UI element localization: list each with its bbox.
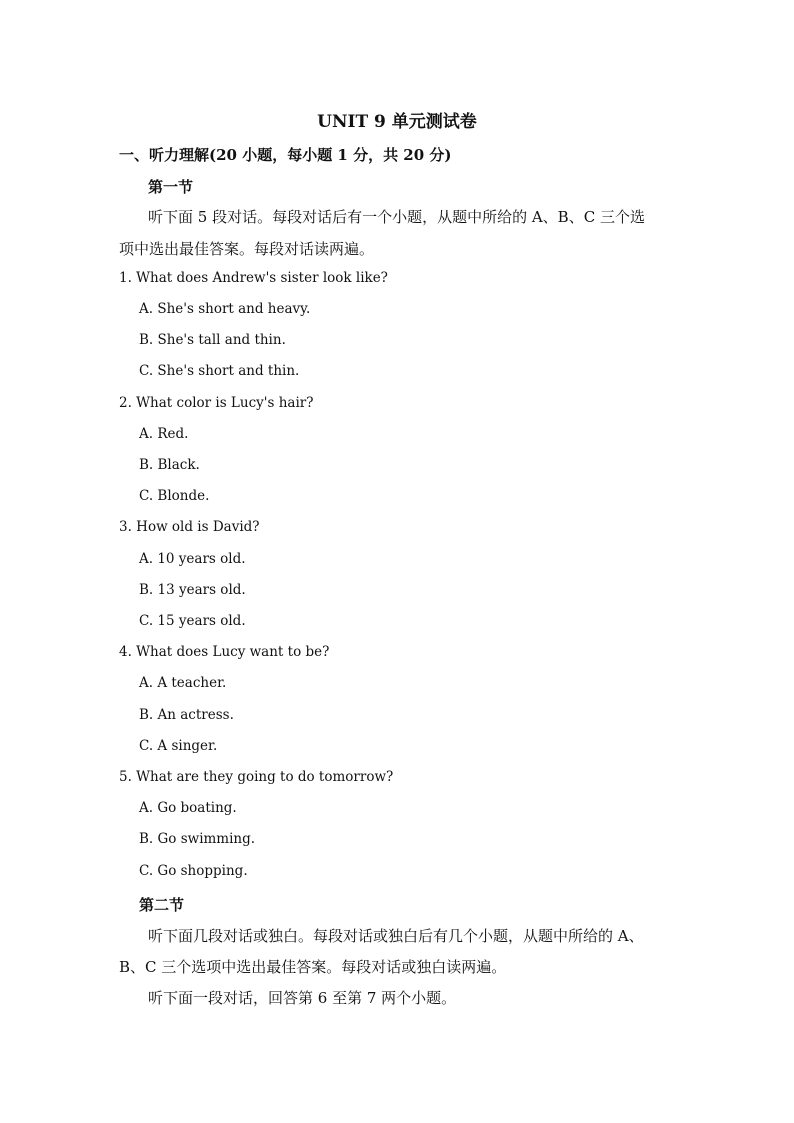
option-a: A. 10 years old. — [139, 551, 246, 567]
question-stem: 5. What are they going to do tomorrow? — [119, 769, 394, 785]
option-c: C. 15 years old. — [139, 613, 246, 629]
option-b: B. Go swimming. — [139, 831, 256, 847]
option-c: C. Go shopping. — [139, 863, 248, 879]
question-stem: 2. What color is Lucy's hair? — [119, 395, 314, 411]
option-a: A. She's short and heavy. — [139, 301, 311, 317]
section-heading: 一、听力理解(20 小题，每小题 1 分，共 20 分) — [119, 146, 452, 164]
option-b: B. Black. — [139, 457, 200, 473]
option-c: C. She's short and thin. — [139, 363, 300, 379]
option-a: A. A teacher. — [139, 675, 227, 691]
option-b: B. 13 years old. — [139, 582, 246, 598]
part2-instructions-line2: B、C 三个选项中选出最佳答案。每段对话或独白读两遍。 — [119, 958, 507, 976]
option-b: B. She's tall and thin. — [139, 332, 286, 348]
part1-instructions-line2: 项中选出最佳答案。每段对话读两遍。 — [119, 240, 375, 258]
option-b: B. An actress. — [139, 707, 234, 723]
question-stem: 1. What does Andrew's sister look like? — [119, 270, 388, 286]
option-c: C. A singer. — [139, 738, 218, 754]
part1-label: 第一节 — [148, 178, 194, 196]
question-stem: 3. How old is David? — [119, 519, 260, 535]
option-c: C. Blonde. — [139, 488, 210, 504]
part2-instructions-line1: 听下面几段对话或独白。每段对话或独白后有几个小题，从题中所给的 A、 — [148, 927, 644, 945]
part2-note: 听下面一段对话，回答第 6 至第 7 两个小题。 — [148, 989, 457, 1007]
option-a: A. Go boating. — [139, 800, 237, 816]
page-title: UNIT 9 单元测试卷 — [317, 112, 477, 132]
question-stem: 4. What does Lucy want to be? — [119, 644, 330, 660]
option-a: A. Red. — [139, 426, 189, 442]
part2-label: 第二节 — [139, 896, 185, 914]
part1-instructions-line1: 听下面 5 段对话。每段对话后有一个小题，从题中所给的 A、B、C 三个选 — [148, 208, 645, 226]
